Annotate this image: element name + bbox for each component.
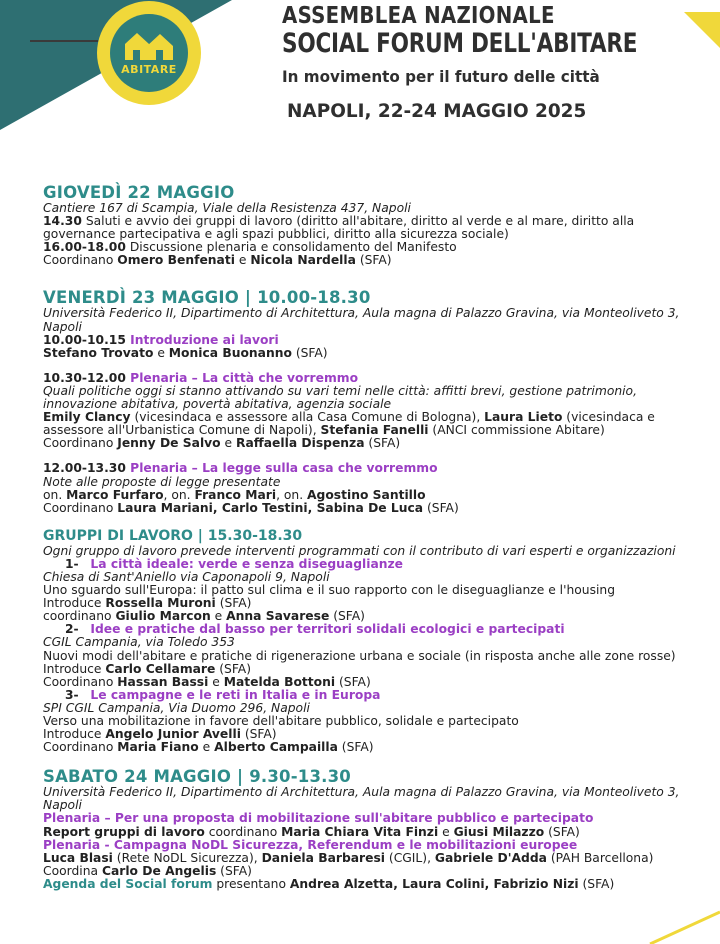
person: Luca Blasi xyxy=(43,850,113,865)
person: Monica Buonanno xyxy=(168,345,292,360)
org: (SFA) xyxy=(337,740,374,755)
coordinators xyxy=(43,437,693,450)
person: Omero Benfenati xyxy=(117,253,235,268)
person: Angelo Junior Avelli xyxy=(105,727,241,742)
person: Rossella Muroni xyxy=(105,596,216,611)
person: Carlo Cellamare xyxy=(105,661,216,676)
person: Hassan Bassi xyxy=(117,674,209,689)
venue: Chiesa di Sant'Aniello via Caponapoli 9, Napoli xyxy=(43,569,330,584)
corner-decoration-bottom xyxy=(640,904,720,944)
venue: SPI CGIL Campania, Via Duomo 296, Napoli xyxy=(43,700,310,715)
person: Stefania Fanelli xyxy=(320,423,429,438)
person: Maria Chiara Vita Finzi xyxy=(281,824,439,839)
venue: Università Federico II, Dipartimento di Architettura, Aula magna di Palazzo Gravina, via Monteoliveto 3, Napoli xyxy=(43,785,680,813)
person: Carlo De Angelis xyxy=(101,863,217,878)
speakers xyxy=(43,411,693,437)
session-line xyxy=(43,215,693,241)
org: (SFA) xyxy=(240,727,277,742)
conj: e xyxy=(210,609,227,624)
label: presentano xyxy=(212,876,290,891)
role: (ANCI commissione Abitare) xyxy=(428,423,605,438)
session-title: Plenaria - Campagna NoDL Sicurezza, Referendum e le mobilitazioni europee xyxy=(43,837,578,852)
person: Giulio Marcon xyxy=(115,609,211,624)
logo-text: ABITARE xyxy=(121,63,177,76)
group-header xyxy=(43,689,693,702)
corner-triangle-decoration-right xyxy=(684,12,720,48)
time: 12.00-13.30 xyxy=(43,461,126,476)
session-title: Plenaria – Per una proposta di mobilitazione sull'abitare pubblico e partecipato xyxy=(43,811,594,826)
org: (SFA) xyxy=(423,500,459,515)
group-title: Idee e pratiche dal basso per territori solidali ecologici e partecipati xyxy=(90,622,565,637)
session-desc: Quali politiche oggi si stanno attivando su vari temi nelle città: affitti brevi, gestione patrimonio, innovazione abitativa, povertà abitativa, agenzia sociale xyxy=(43,383,637,412)
org: (SFA) xyxy=(544,824,580,839)
label: Coordinano xyxy=(43,253,118,268)
conj: e xyxy=(208,674,224,689)
role: (vicesindaca e assessore alla Casa Comune di Bologna), xyxy=(130,410,485,425)
session-text: Saluti e avvio dei gruppi di lavoro (diritto all'abitare, diritto al verde e al mare, diritto alla governance partecipativa e agli spazi pubblici, diritto alla sicurezza sociale) xyxy=(43,214,635,242)
org: (SFA) xyxy=(355,253,392,268)
role: (CGIL), xyxy=(384,850,435,865)
decorative-line xyxy=(30,40,98,42)
role: (PAH Barcellona) xyxy=(546,850,654,865)
time: 10.00-10.15 xyxy=(43,332,126,347)
label: Introduce xyxy=(43,596,106,611)
title-prefix: on. xyxy=(43,487,67,502)
person: Agostino Santillo xyxy=(307,487,426,502)
report-label: Report gruppi di lavoro xyxy=(43,824,205,839)
org: (SFA) xyxy=(335,674,371,689)
speakers xyxy=(43,347,693,360)
person: Daniela Barbaresi xyxy=(261,850,385,865)
label: Coordinano xyxy=(43,740,118,755)
org: (SFA) xyxy=(329,609,365,624)
report-line xyxy=(43,826,693,839)
person: Nicola Nardella xyxy=(250,253,356,268)
label: Introduce xyxy=(43,661,106,676)
header-title: SOCIAL FORUM DELL'ABITARE xyxy=(282,28,638,59)
houses-icon xyxy=(121,30,177,62)
group-number: 2- xyxy=(65,622,79,637)
day-title: VENERDÌ 23 MAGGIO | 10.00-18.30 xyxy=(43,288,371,308)
agenda-line xyxy=(43,878,693,891)
label: Introduce xyxy=(43,727,106,742)
day-title: GIOVEDÌ 22 MAGGIO xyxy=(43,183,235,202)
session-text: Discussione plenaria e consolidamento del Manifesto xyxy=(125,240,457,255)
title-prefix: , on. xyxy=(163,487,195,502)
role: (Rete NoDL Sicurezza), xyxy=(112,850,262,865)
person: Giusi Milazzo xyxy=(453,824,545,839)
header-date: NAPOLI, 22-24 MAGGIO 2025 xyxy=(287,100,587,122)
session-header xyxy=(43,372,693,385)
time: 10.30-12.00 xyxy=(43,370,126,385)
session-desc: Note alle proposte di legge presentate xyxy=(43,474,281,489)
group-header xyxy=(43,558,693,571)
groups-title: GRUPPI DI LAVORO | 15.30-18.30 xyxy=(43,527,303,544)
person: Gabriele D'Adda xyxy=(434,850,547,865)
group-number: 3- xyxy=(65,687,79,702)
person: Stefano Trovato xyxy=(43,345,154,360)
label: Coordinano xyxy=(43,674,118,689)
agenda-title: Agenda del Social forum xyxy=(43,876,213,891)
person: Marco Furfaro xyxy=(66,487,164,502)
conj: e xyxy=(234,253,251,268)
org: (SFA) xyxy=(364,436,401,451)
label: coordinano xyxy=(43,609,116,624)
person: Raffaella Dispenza xyxy=(236,436,365,451)
group-desc: Nuovi modi dell'abitare e pratiche di rigenerazione urbana e sociale (in risposta anche alle zone rosse) xyxy=(43,648,676,663)
session-title: Plenaria – La legge sulla casa che vorremmo xyxy=(125,461,438,476)
person: Andrea Alzetta, Laura Colini, Fabrizio Nizi xyxy=(289,876,579,891)
label: Coordinano xyxy=(43,500,118,515)
person: Emily Clancy xyxy=(43,410,131,425)
conj: e xyxy=(198,740,215,755)
conj: e xyxy=(220,436,237,451)
time: 14.30 xyxy=(43,214,82,229)
group-desc: Verso una mobilitazione in favore dell'abitare pubblico, solidale e partecipato xyxy=(43,714,519,728)
program xyxy=(43,183,693,891)
person: Matelda Bottoni xyxy=(223,674,336,689)
groups-desc: Ogni gruppo di lavoro prevede interventi programmati con il contributo di vari esperti e organizzazioni xyxy=(43,543,676,558)
label: Coordina xyxy=(43,863,102,878)
header-subtitle: In movimento per il futuro delle città xyxy=(282,67,600,86)
org: (SFA) xyxy=(216,863,252,878)
header-line-1: ASSEMBLEA NAZIONALE xyxy=(282,3,555,29)
label: Coordinano xyxy=(43,436,118,451)
person: Jenny De Salvo xyxy=(117,436,221,451)
session-header xyxy=(43,462,693,475)
day-title: SABATO 24 MAGGIO | 9.30-13.30 xyxy=(43,767,351,787)
group-desc: Uno sguardo sull'Europa: il patto sul clima e il suo rapporto con le diseguaglianze e l'housing xyxy=(43,583,616,598)
group-title: La città ideale: verde e senza diseguaglianze xyxy=(90,556,403,571)
role: (vicesindaca e assessore all'Urbanistica Comune di Napoli), xyxy=(43,410,655,438)
org: (SFA) xyxy=(578,876,615,891)
coordinators xyxy=(43,741,693,754)
logo xyxy=(97,1,201,105)
logo-badge xyxy=(110,14,188,92)
label: coordinano xyxy=(204,824,282,839)
coordinators xyxy=(43,502,693,515)
venue: Università Federico II, Dipartimento di Architettura, Aula magna di Palazzo Gravina, via Monteoliveto 3, Napoli xyxy=(43,306,680,334)
time: 16.00-18.00 xyxy=(43,240,126,255)
venue: Cantiere 167 di Scampia, Viale della Resistenza 437, Napoli xyxy=(43,201,411,215)
person: Anna Savarese xyxy=(226,609,330,624)
session-title: Introduzione ai lavori xyxy=(125,332,279,347)
group-number: 1- xyxy=(65,556,79,571)
org: (SFA) xyxy=(291,345,328,360)
conj: e xyxy=(153,345,169,360)
session-title: Plenaria – La città che vorremmo xyxy=(125,370,359,385)
person: Laura Mariani, Carlo Testini, Sabina De Luca xyxy=(117,500,424,515)
person: Franco Mari xyxy=(194,487,277,502)
group-title: Le campagne e le reti in Italia e in Europa xyxy=(90,687,381,702)
person: Maria Fiano xyxy=(117,740,199,755)
org: (SFA) xyxy=(215,596,252,611)
venue: CGIL Campania, via Toledo 353 xyxy=(43,635,235,650)
conj: e xyxy=(438,824,454,839)
title-prefix: , on. xyxy=(276,487,308,502)
person: Alberto Campailla xyxy=(214,740,338,755)
coordinators xyxy=(43,254,693,267)
person: Laura Lieto xyxy=(484,410,563,425)
org: (SFA) xyxy=(215,661,252,676)
